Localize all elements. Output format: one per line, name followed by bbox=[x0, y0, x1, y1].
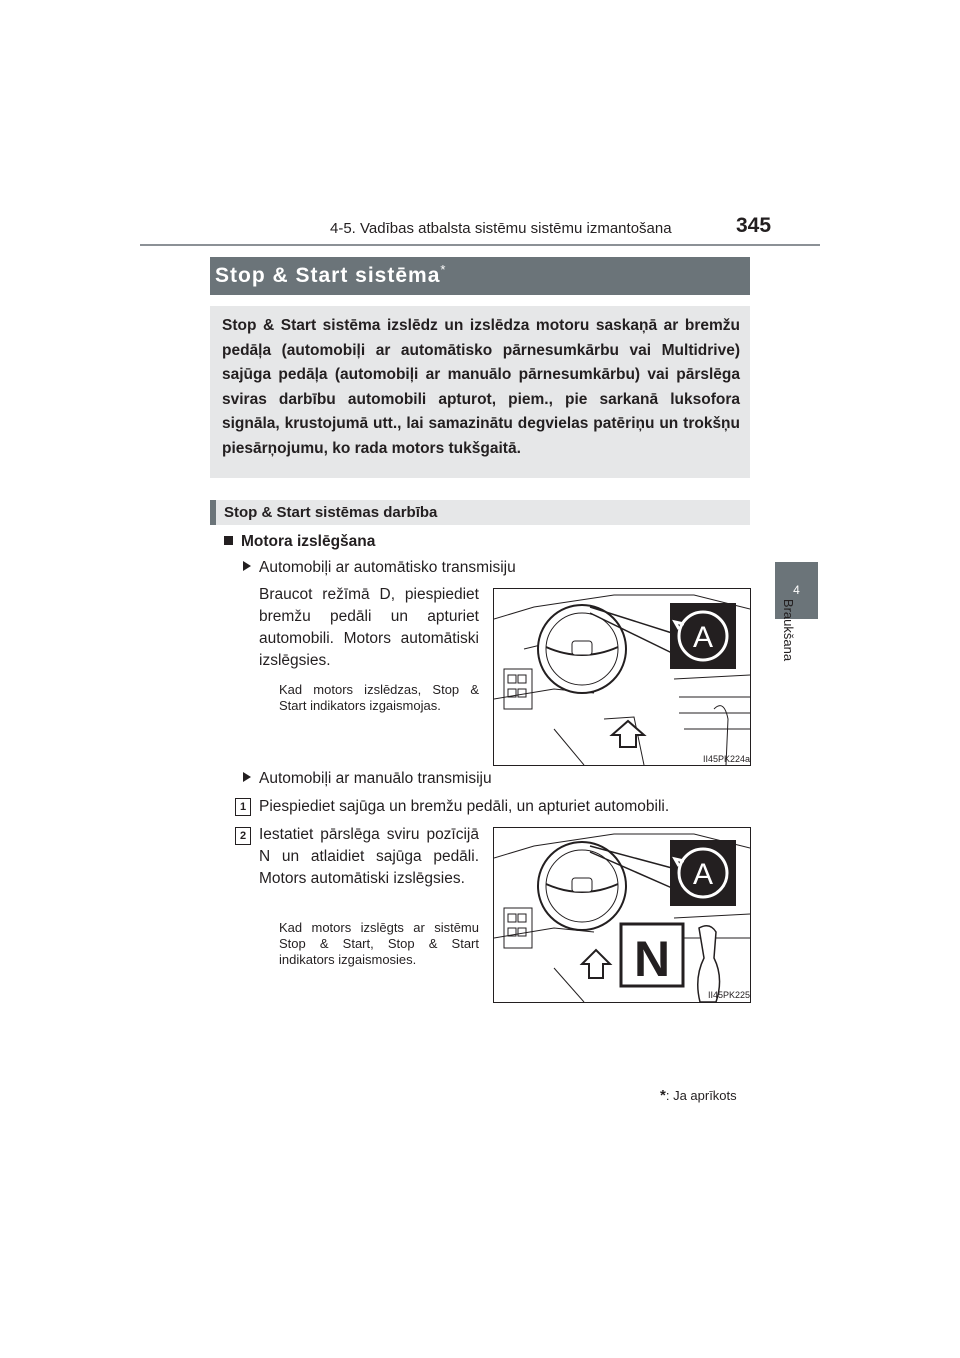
manual-bullet bbox=[243, 770, 492, 788]
title-asterisk: * bbox=[440, 262, 447, 277]
chapter-label-text: Braukšana bbox=[781, 598, 796, 662]
step-1-text: Piespiediet sajūga un bremžu pedāli, un apturiet automobili. bbox=[259, 798, 670, 815]
footnote-text: : Ja aprīkots bbox=[665, 1088, 737, 1103]
dashboard-manual-illustration bbox=[494, 828, 750, 1002]
triangle-bullet-icon bbox=[243, 561, 251, 571]
figure-automatic-code: II45PK224a bbox=[703, 754, 751, 764]
indicator-letter-2: A bbox=[692, 858, 714, 891]
subheading-accent bbox=[210, 500, 216, 525]
section-heading bbox=[224, 533, 375, 551]
figure-automatic bbox=[493, 588, 751, 766]
chapter-tab: 4 bbox=[775, 562, 818, 619]
figure-manual-code: II45PK225 bbox=[708, 990, 751, 1000]
step-1-number: 1 bbox=[235, 798, 251, 816]
automatic-note: Kad motors izslēdzas, Stop & Start indikators izgaismojas. bbox=[279, 682, 479, 713]
gear-n-label: N bbox=[633, 931, 671, 987]
figure-manual bbox=[493, 827, 751, 1003]
dashboard-illustration bbox=[494, 589, 750, 765]
page-title-text: Stop & Start sistēma bbox=[215, 264, 441, 287]
chapter-label bbox=[781, 598, 806, 710]
page-title bbox=[215, 262, 446, 288]
automatic-bullet bbox=[243, 559, 516, 577]
triangle-bullet-icon bbox=[243, 772, 251, 782]
automatic-bullet-text: Automobiļi ar automātisko transmisiju bbox=[259, 559, 516, 576]
square-bullet-icon bbox=[224, 536, 233, 545]
intro-text: Stop & Start sistēma izslēdz un izslēdza motoru saskaņā ar bremžu pedāļa (automobiļi ar automātisko pārnesumkārbu vai Multidrive) sajūga pedāļa (automobiļi ar manuālo pārnesumkārbu) vai pārslēga sviras darbību automobili apturot, piem., pie sarkanā luksofora signāla, krustojumā utt., lai samazinātu degvielas patēriņu un trokšņu piesārņojumu, ko rada motors tukšgaitā. bbox=[222, 317, 740, 457]
page-number: 345 bbox=[736, 214, 772, 237]
subheading: Stop & Start sistēmas darbība bbox=[224, 504, 438, 521]
header-rule bbox=[140, 244, 820, 246]
step-2-number: 2 bbox=[235, 827, 251, 845]
footnote-star: * bbox=[660, 1087, 666, 1104]
step-2-text: Iestatiet pārslēga sviru pozīcijā N un atlaidiet sajūga pedāli. Motors automātiski izslēgsies. bbox=[259, 826, 479, 887]
section-heading-text: Motora izslēgšana bbox=[241, 533, 376, 550]
manual-bullet-text: Automobiļi ar manuālo transmisiju bbox=[259, 770, 492, 787]
footnote bbox=[660, 1087, 737, 1104]
manual-note: Kad motors izslēgts ar sistēmu Stop & Start, Stop & Start indikators izgaismosies. bbox=[279, 920, 479, 967]
automatic-text: Braucot režīmā D, piespiediet bremžu pedāli un apturiet automobili. Motors automātiski izslēgsies. bbox=[259, 586, 479, 669]
indicator-letter: A bbox=[692, 621, 714, 654]
running-header-section: 4-5. Vadības atbalsta sistēmu sistēmu izmantošana bbox=[330, 220, 672, 237]
